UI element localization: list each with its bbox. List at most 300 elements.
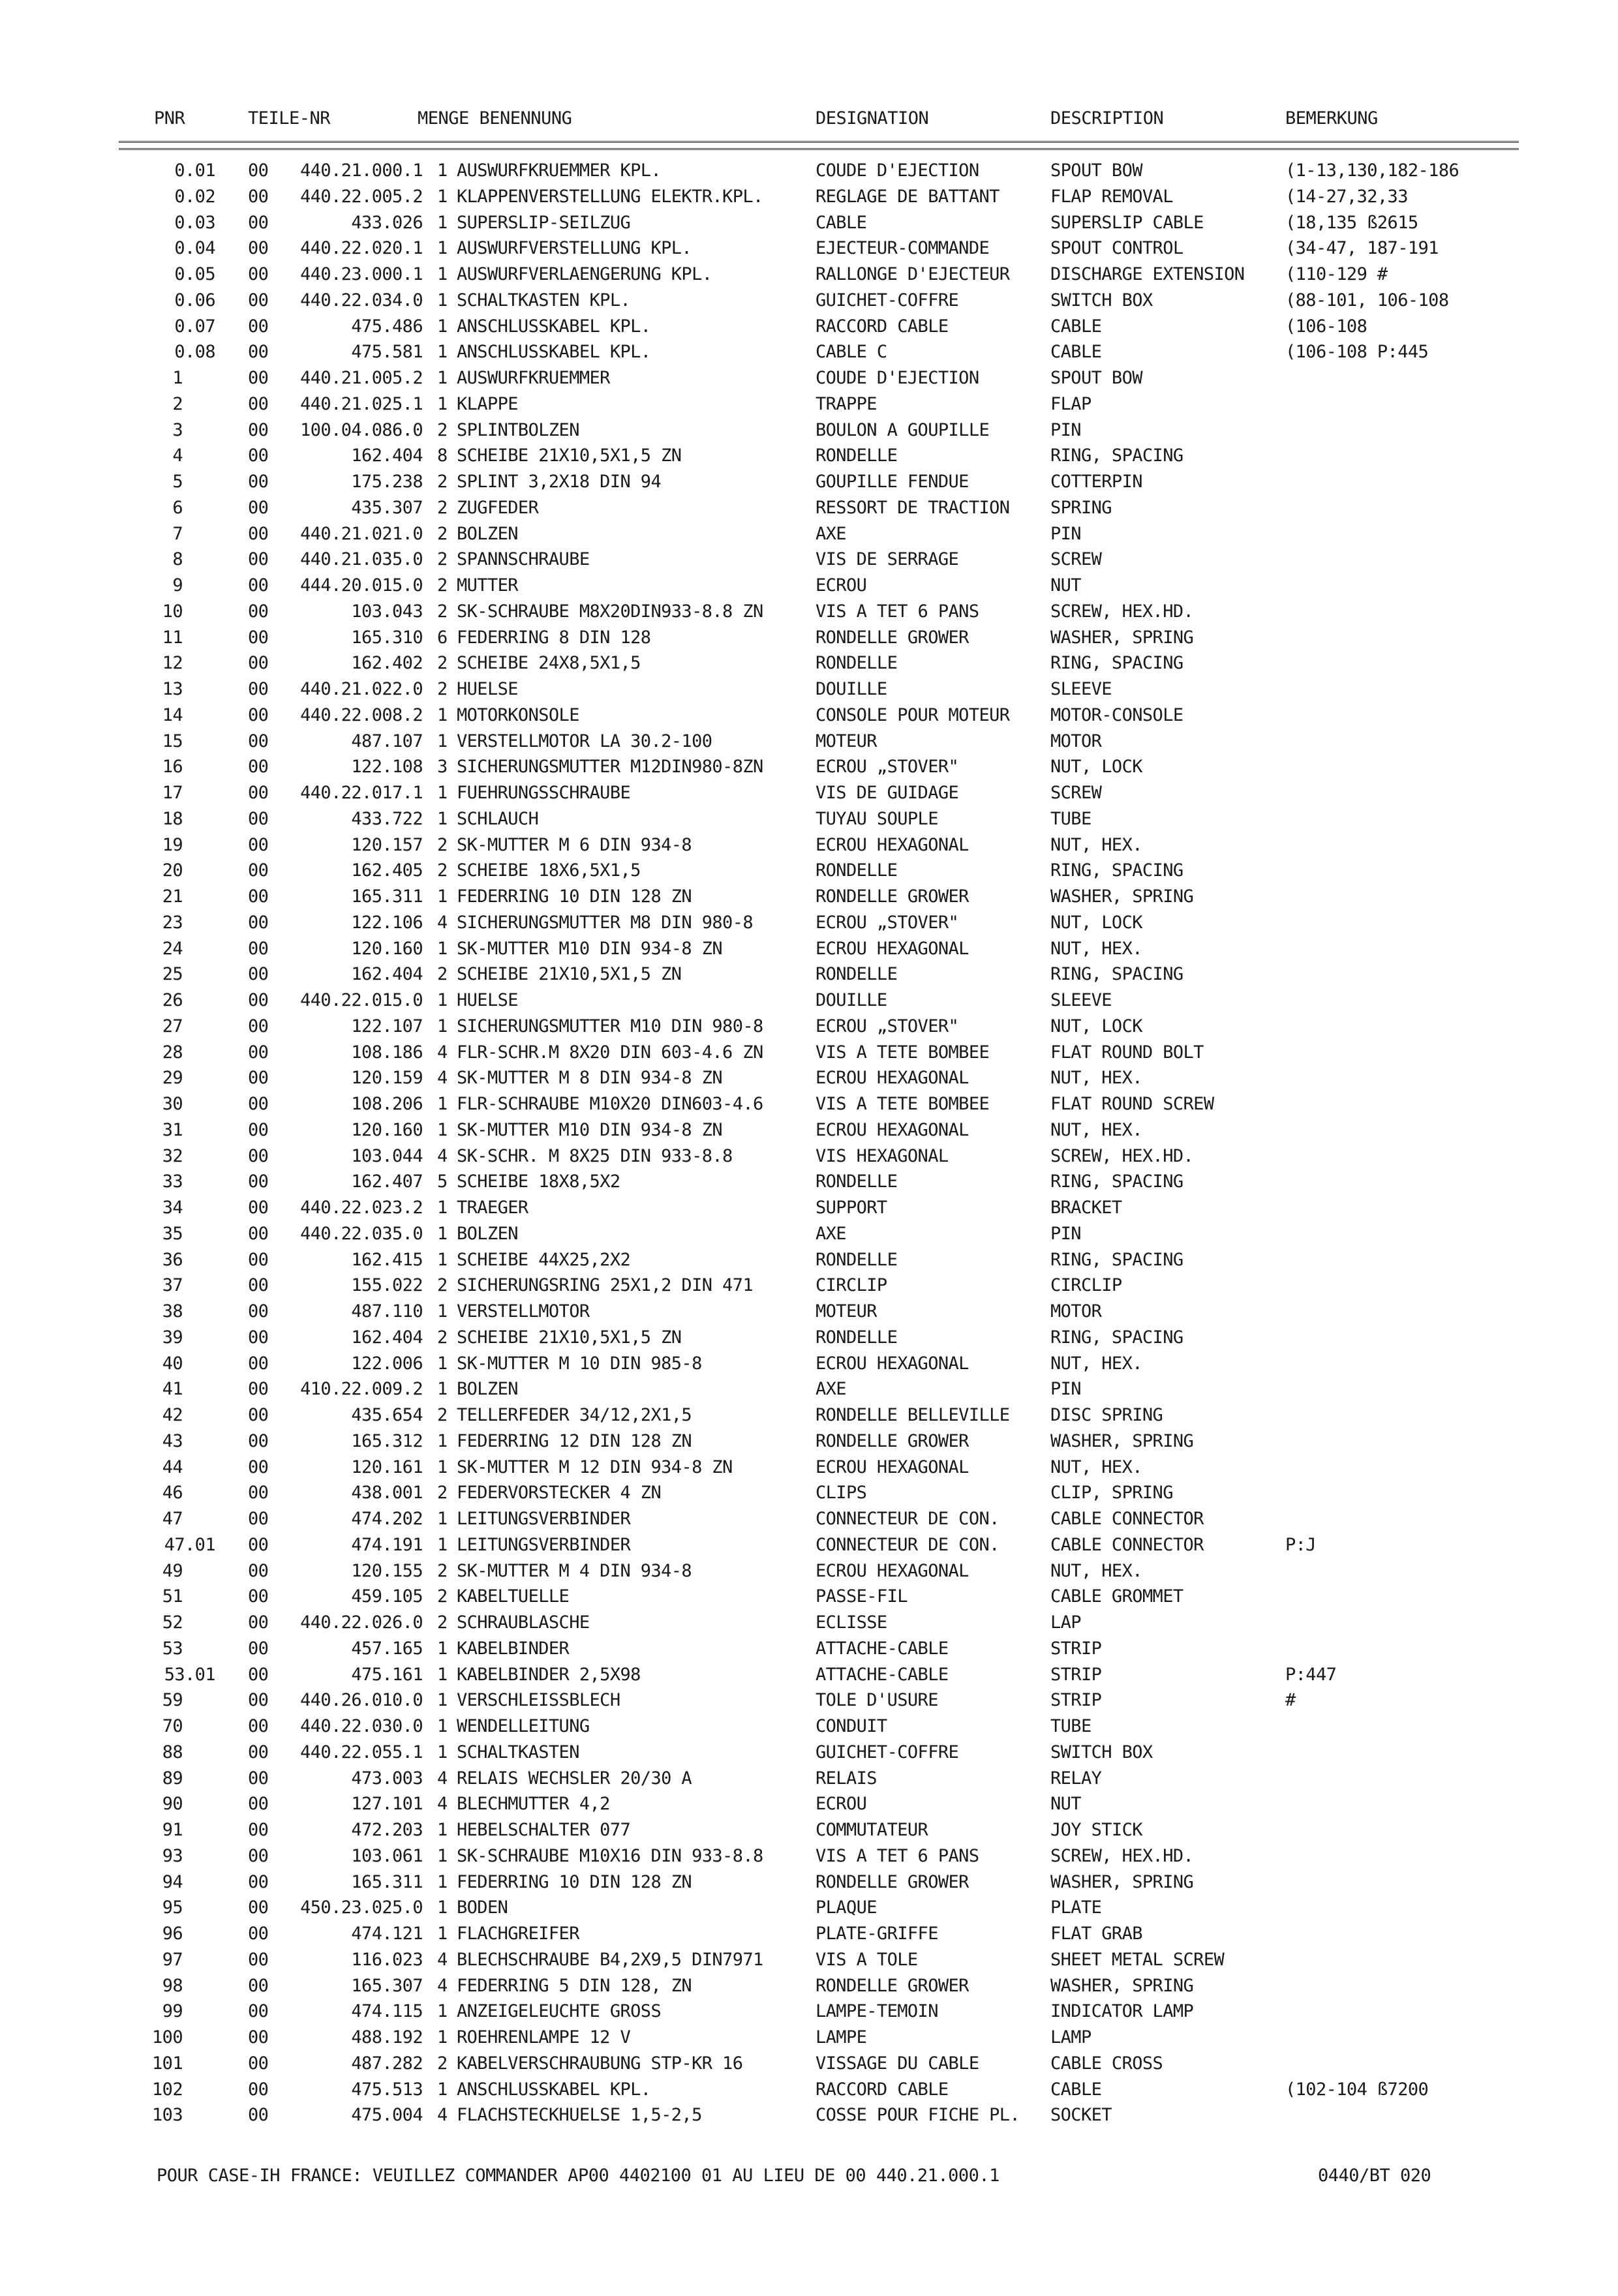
quantity: 2 [437, 679, 448, 699]
benennung: FLR-SCHR.M 8X20 DIN 603-4.6 ZN [457, 1042, 763, 1063]
designation: RONDELLE BELLEVILLE [816, 1405, 1010, 1425]
description: NUT, HEX. [1050, 1353, 1142, 1374]
variant-code: 00 [248, 964, 269, 985]
description: NUT, LOCK [1050, 912, 1142, 933]
teile-nr: 108.206 [351, 1094, 423, 1114]
part-number: 91 [162, 1820, 183, 1840]
part-number: 3 [172, 419, 183, 440]
variant-code: 00 [248, 1742, 269, 1762]
part-number: 0.06 [174, 290, 215, 310]
designation: REGLAGE DE BATTANT [816, 186, 1000, 207]
quantity: 4 [437, 1068, 448, 1089]
parts-table [0, 158, 1618, 2128]
designation: BOULON A GOUPILLE [816, 419, 990, 440]
designation: RONDELLE GROWER [816, 1975, 969, 1996]
benennung: SPLINT 3,2X18 DIN 94 [457, 472, 662, 492]
table-row [0, 729, 1618, 755]
description: SWITCH BOX [1050, 290, 1153, 310]
bemerkung: (1-13,130,182-186 [1285, 160, 1459, 181]
description: NUT, LOCK [1050, 757, 1142, 778]
quantity: 1 [437, 2079, 448, 2100]
description: RING, SPACING [1050, 653, 1183, 674]
variant-code: 00 [248, 1560, 269, 1581]
teile-nr: 433.722 [351, 808, 423, 829]
teile-nr: 120.160 [351, 938, 423, 959]
part-number: 21 [162, 886, 183, 907]
description: SCREW, HEX.HD. [1050, 1845, 1194, 1866]
quantity: 2 [437, 653, 448, 674]
part-number: 25 [162, 964, 183, 985]
benennung: SICHERUNGSMUTTER M10 DIN 980-8 [457, 1016, 763, 1036]
benennung: FEDERRING 10 DIN 128 ZN [457, 1871, 692, 1892]
designation: TRAPPE [816, 393, 877, 414]
teile-nr: 440.21.025.1 [300, 393, 423, 414]
part-number: 12 [162, 653, 183, 674]
benennung: HUELSE [457, 990, 518, 1010]
teile-nr: 440.22.005.2 [300, 186, 423, 207]
table-row [0, 1895, 1618, 1921]
variant-code: 00 [248, 446, 269, 466]
bemerkung: (14-27,32,33 [1285, 186, 1408, 207]
designation: ECROU „STOVER" [816, 912, 959, 933]
designation: ATTACHE-CABLE [816, 1664, 949, 1685]
quantity: 1 [437, 1249, 448, 1270]
page-code: 0440/BT 020 [1318, 2166, 1431, 2186]
variant-code: 00 [248, 1690, 269, 1711]
benennung: SCHEIBE 21X10,5X1,5 ZN [457, 1327, 682, 1348]
quantity: 1 [437, 1924, 448, 1944]
variant-code: 00 [248, 368, 269, 388]
variant-code: 00 [248, 2053, 269, 2074]
description: JOY STICK [1050, 1820, 1142, 1840]
benennung: KLAPPE [457, 393, 518, 414]
variant-code: 00 [248, 627, 269, 648]
description: FLAP REMOVAL [1050, 186, 1173, 207]
quantity: 2 [437, 860, 448, 881]
designation: VIS HEXAGONAL [816, 1145, 949, 1166]
description: NUT [1050, 1794, 1081, 1815]
teile-nr: 165.312 [351, 1430, 423, 1451]
description: FLAT ROUND SCREW [1050, 1094, 1214, 1114]
table-row [0, 884, 1618, 910]
part-number: 37 [162, 1275, 183, 1296]
teile-nr: 440.22.026.0 [300, 1612, 423, 1633]
quantity: 1 [437, 1119, 448, 1140]
variant-code: 00 [248, 1820, 269, 1840]
designation: RONDELLE [816, 1249, 898, 1270]
table-row [0, 443, 1618, 469]
designation: ECROU [816, 1794, 867, 1815]
benennung: SCHEIBE 18X8,5X2 [457, 1171, 620, 1192]
benennung: TRAEGER [457, 1198, 528, 1218]
quantity: 1 [437, 1430, 448, 1451]
table-row [0, 1714, 1618, 1740]
description: PLATE [1050, 1897, 1102, 1918]
quantity: 3 [437, 757, 448, 778]
bemerkung: (34-47, 187-191 [1285, 238, 1439, 259]
quantity: 1 [437, 1897, 448, 1918]
designation: COUDE D'EJECTION [816, 368, 979, 388]
quantity: 2 [437, 964, 448, 985]
description: RING, SPACING [1050, 1249, 1183, 1270]
table-row [0, 1687, 1618, 1714]
variant-code: 00 [248, 186, 269, 207]
description: CABLE CROSS [1050, 2053, 1163, 2074]
variant-code: 00 [248, 2105, 269, 2126]
quantity: 1 [437, 1016, 448, 1036]
quantity: 1 [437, 938, 448, 959]
variant-code: 00 [248, 1871, 269, 1892]
description: DISCHARGE EXTENSION [1050, 264, 1245, 284]
table-row [0, 469, 1618, 495]
benennung: VERSTELLMOTOR LA 30.2-100 [457, 731, 712, 751]
teile-nr: 440.26.010.0 [300, 1690, 423, 1711]
part-number: 39 [162, 1327, 183, 1348]
description: RING, SPACING [1050, 446, 1183, 466]
variant-code: 00 [248, 393, 269, 414]
designation: CIRCLIP [816, 1275, 887, 1296]
teile-nr: 122.106 [351, 912, 423, 933]
designation: MOTEUR [816, 731, 877, 751]
teile-nr: 472.203 [351, 1820, 423, 1840]
part-number: 11 [162, 627, 183, 648]
part-number: 31 [162, 1119, 183, 1140]
quantity: 1 [437, 1301, 448, 1322]
header-pnr: PNR [154, 108, 185, 128]
designation: CONNECTEUR DE CON. [816, 1509, 1000, 1529]
designation: ECROU HEXAGONAL [816, 938, 969, 959]
description: SCREW [1050, 549, 1102, 570]
designation: VIS A TET 6 PANS [816, 1845, 979, 1866]
table-row [0, 495, 1618, 521]
part-number: 7 [172, 523, 183, 544]
table-row [0, 158, 1618, 184]
benennung: BOLZEN [457, 1223, 518, 1244]
description: INDICATOR LAMP [1050, 2001, 1194, 2022]
part-number: 53.01 [164, 1664, 215, 1685]
variant-code: 00 [248, 2027, 269, 2047]
variant-code: 00 [248, 1509, 269, 1529]
table-row [0, 780, 1618, 806]
teile-nr: 120.161 [351, 1457, 423, 1477]
description: SCREW, HEX.HD. [1050, 1145, 1194, 1166]
description: SCREW, HEX.HD. [1050, 601, 1194, 622]
teile-nr: 120.160 [351, 1119, 423, 1140]
designation: VISSAGE DU CABLE [816, 2053, 979, 2074]
quantity: 4 [437, 1975, 448, 1996]
teile-nr: 440.22.020.1 [300, 238, 423, 259]
designation: ECROU HEXAGONAL [816, 1457, 969, 1477]
table-row [0, 1869, 1618, 1896]
designation: RELAIS [816, 1768, 877, 1789]
part-number: 36 [162, 1249, 183, 1270]
part-number: 30 [162, 1094, 183, 1114]
designation: VIS A TETE BOMBEE [816, 1042, 990, 1063]
quantity: 1 [437, 1509, 448, 1529]
benennung: SCHEIBE 44X25,2X2 [457, 1249, 631, 1270]
teile-nr: 487.282 [351, 2053, 423, 2074]
variant-code: 00 [248, 1845, 269, 1866]
table-row [0, 573, 1618, 599]
table-row [0, 314, 1618, 340]
part-number: 103 [152, 2105, 183, 2126]
benennung: HEBELSCHALTER 077 [457, 1820, 631, 1840]
designation: LAMPE-TEMOIN [816, 2001, 938, 2022]
variant-code: 00 [248, 2001, 269, 2022]
header-teil-nr: TEILE-NR [248, 108, 331, 128]
teile-nr: 450.23.025.0 [300, 1897, 423, 1918]
variant-code: 00 [248, 1638, 269, 1659]
benennung: SCHEIBE 21X10,5X1,5 ZN [457, 964, 682, 985]
description: CLIP, SPRING [1050, 1483, 1173, 1503]
quantity: 2 [437, 1560, 448, 1581]
quantity: 1 [437, 990, 448, 1010]
bemerkung: P:447 [1285, 1664, 1337, 1685]
teile-nr: 162.404 [351, 446, 423, 466]
part-number: 19 [162, 834, 183, 855]
benennung: SCHEIBE 24X8,5X1,5 [457, 653, 641, 674]
part-number: 34 [162, 1198, 183, 1218]
table-row [0, 2077, 1618, 2103]
quantity: 8 [437, 446, 448, 466]
table-row [0, 1325, 1618, 1351]
description: STRIP [1050, 1690, 1102, 1711]
quantity: 2 [437, 549, 448, 570]
benennung: SCHRAUBLASCHE [457, 1612, 590, 1633]
description: SPOUT BOW [1050, 160, 1142, 181]
description: WASHER, SPRING [1050, 886, 1194, 907]
teile-nr: 475.004 [351, 2105, 423, 2126]
table-row [0, 1195, 1618, 1221]
benennung: SCHALTKASTEN [457, 1742, 579, 1762]
variant-code: 00 [248, 1768, 269, 1789]
description: PIN [1050, 523, 1081, 544]
designation: RONDELLE [816, 860, 898, 881]
benennung: BODEN [457, 1897, 508, 1918]
description: TUBE [1050, 1716, 1091, 1736]
benennung: ANZEIGELEUCHTE GROSS [457, 2001, 662, 2022]
benennung: FEDERRING 12 DIN 128 ZN [457, 1430, 692, 1451]
quantity: 1 [437, 1638, 448, 1659]
description: NUT, HEX. [1050, 938, 1142, 959]
table-row [0, 2051, 1618, 2077]
benennung: KABELBINDER 2,5X98 [457, 1664, 641, 1685]
part-number: 38 [162, 1301, 183, 1322]
description: LAMP [1050, 2027, 1091, 2047]
header-bemerkung: BEMERKUNG [1285, 108, 1378, 128]
designation: PLAQUE [816, 1897, 877, 1918]
part-number: 13 [162, 679, 183, 699]
benennung: FLR-SCHRAUBE M10X20 DIN603-4.6 [457, 1094, 763, 1114]
header-separator [119, 141, 1519, 150]
description: STRIP [1050, 1664, 1102, 1685]
part-number: 49 [162, 1560, 183, 1581]
teile-nr: 165.311 [351, 1871, 423, 1892]
quantity: 1 [437, 886, 448, 907]
table-row [0, 288, 1618, 314]
designation: COSSE POUR FICHE PL. [816, 2105, 1020, 2126]
description: WASHER, SPRING [1050, 1975, 1194, 1996]
teile-nr: 103.044 [351, 1145, 423, 1166]
teile-nr: 116.023 [351, 1949, 423, 1970]
variant-code: 00 [248, 938, 269, 959]
teile-nr: 438.001 [351, 1483, 423, 1503]
table-row [0, 961, 1618, 988]
part-number: 96 [162, 1924, 183, 1944]
teile-nr: 162.404 [351, 1327, 423, 1348]
variant-code: 00 [248, 2079, 269, 2100]
part-number: 5 [172, 472, 183, 492]
benennung: TELLERFEDER 34/12,2X1,5 [457, 1405, 692, 1425]
table-row [0, 210, 1618, 236]
description: RELAY [1050, 1768, 1102, 1789]
designation: RONDELLE GROWER [816, 627, 969, 648]
part-number: 4 [172, 446, 183, 466]
designation: RACCORD CABLE [816, 316, 949, 337]
designation: RONDELLE [816, 1171, 898, 1192]
teile-nr: 459.105 [351, 1586, 423, 1607]
variant-code: 00 [248, 1483, 269, 1503]
part-number: 23 [162, 912, 183, 933]
description: MOTOR [1050, 731, 1102, 751]
description: SPOUT BOW [1050, 368, 1142, 388]
part-number: 101 [152, 2053, 183, 2074]
part-number: 0.08 [174, 342, 215, 363]
variant-code: 00 [248, 1457, 269, 1477]
quantity: 1 [437, 368, 448, 388]
variant-code: 00 [248, 1223, 269, 1244]
table-row [0, 365, 1618, 391]
variant-code: 00 [248, 1664, 269, 1685]
designation: RONDELLE GROWER [816, 886, 969, 907]
table-row [0, 547, 1618, 573]
table-row [0, 1558, 1618, 1584]
table-row [0, 1247, 1618, 1273]
teile-nr: 100.04.086.0 [300, 419, 423, 440]
benennung: FUEHRUNGSSCHRAUBE [457, 783, 631, 803]
table-row [0, 1921, 1618, 1947]
teile-nr: 488.192 [351, 2027, 423, 2047]
part-number: 27 [162, 1016, 183, 1036]
variant-code: 00 [248, 212, 269, 233]
teile-nr: 162.402 [351, 653, 423, 674]
table-row [0, 1947, 1618, 1973]
designation: RALLONGE D'EJECTEUR [816, 264, 1010, 284]
quantity: 1 [437, 1198, 448, 1218]
table-row [0, 1299, 1618, 1325]
benennung: SK-MUTTER M10 DIN 934-8 ZN [457, 938, 723, 959]
description: SPRING [1050, 497, 1112, 518]
description: NUT, HEX. [1050, 834, 1142, 855]
benennung: SK-SCHRAUBE M8X20DIN933-8.8 ZN [457, 601, 763, 622]
designation: AXE [816, 523, 846, 544]
quantity: 2 [437, 1612, 448, 1633]
teile-nr: 103.061 [351, 1845, 423, 1866]
table-row [0, 1455, 1618, 1481]
teile-nr: 162.415 [351, 1249, 423, 1270]
quantity: 1 [437, 808, 448, 829]
designation: RONDELLE [816, 653, 898, 674]
description: NUT, HEX. [1050, 1560, 1142, 1581]
description: CABLE CONNECTOR [1050, 1534, 1204, 1555]
table-row [0, 417, 1618, 444]
designation: CABLE [816, 212, 867, 233]
header-menge-benennung: MENGE BENENNUNG [418, 108, 572, 128]
table-row [0, 754, 1618, 780]
variant-code: 00 [248, 160, 269, 181]
designation: ECROU HEXAGONAL [816, 834, 969, 855]
teile-nr: 122.107 [351, 1016, 423, 1036]
part-number: 102 [152, 2079, 183, 2100]
variant-code: 00 [248, 523, 269, 544]
quantity: 1 [437, 1353, 448, 1374]
benennung: SK-MUTTER M 10 DIN 985-8 [457, 1353, 702, 1374]
description: FLAT ROUND BOLT [1050, 1042, 1204, 1063]
variant-code: 00 [248, 808, 269, 829]
description: PIN [1050, 1223, 1081, 1244]
benennung: FLACHSTECKHUELSE 1,5-2,5 [457, 2105, 702, 2126]
designation: EJECTEUR-COMMANDE [816, 238, 990, 259]
benennung: SUPERSLIP-SEILZUG [457, 212, 631, 233]
designation: ECROU HEXAGONAL [816, 1560, 969, 1581]
quantity: 2 [437, 1275, 448, 1296]
table-row [0, 1040, 1618, 1066]
benennung: LEITUNGSVERBINDER [457, 1509, 631, 1529]
part-number: 10 [162, 601, 183, 622]
variant-code: 00 [248, 1924, 269, 1944]
designation: MOTEUR [816, 1301, 877, 1322]
teile-nr: 440.22.030.0 [300, 1716, 423, 1736]
quantity: 2 [437, 834, 448, 855]
description: NUT, HEX. [1050, 1119, 1142, 1140]
designation: DOUILLE [816, 679, 887, 699]
description: PIN [1050, 1379, 1081, 1400]
table-row [0, 2025, 1618, 2051]
teile-nr: 127.101 [351, 1794, 423, 1815]
description: NUT, HEX. [1050, 1068, 1142, 1089]
description: WASHER, SPRING [1050, 1430, 1194, 1451]
description: NUT [1050, 575, 1081, 596]
description: CABLE [1050, 342, 1102, 363]
variant-code: 00 [248, 1975, 269, 1996]
designation: RONDELLE GROWER [816, 1871, 969, 1892]
part-number: 97 [162, 1949, 183, 1970]
benennung: SK-MUTTER M 6 DIN 934-8 [457, 834, 692, 855]
description: COTTERPIN [1050, 472, 1142, 492]
quantity: 4 [437, 2105, 448, 2126]
part-number: 41 [162, 1379, 183, 1400]
table-row [0, 1662, 1618, 1688]
part-number: 33 [162, 1171, 183, 1192]
quantity: 2 [437, 419, 448, 440]
quantity: 2 [437, 2053, 448, 2074]
variant-code: 00 [248, 1327, 269, 1348]
teile-nr: 165.311 [351, 886, 423, 907]
table-row [0, 1402, 1618, 1428]
designation: TOLE D'USURE [816, 1690, 938, 1711]
quantity: 1 [437, 160, 448, 181]
table-row [0, 262, 1618, 288]
benennung: SK-MUTTER M 8 DIN 934-8 ZN [457, 1068, 723, 1089]
description: CABLE [1050, 2079, 1102, 2100]
part-number: 0.03 [174, 212, 215, 233]
designation: TUYAU SOUPLE [816, 808, 938, 829]
variant-code: 00 [248, 1068, 269, 1089]
designation: COMMUTATEUR [816, 1820, 928, 1840]
variant-code: 00 [248, 1794, 269, 1815]
designation: RACCORD CABLE [816, 2079, 949, 2100]
table-row [0, 806, 1618, 832]
